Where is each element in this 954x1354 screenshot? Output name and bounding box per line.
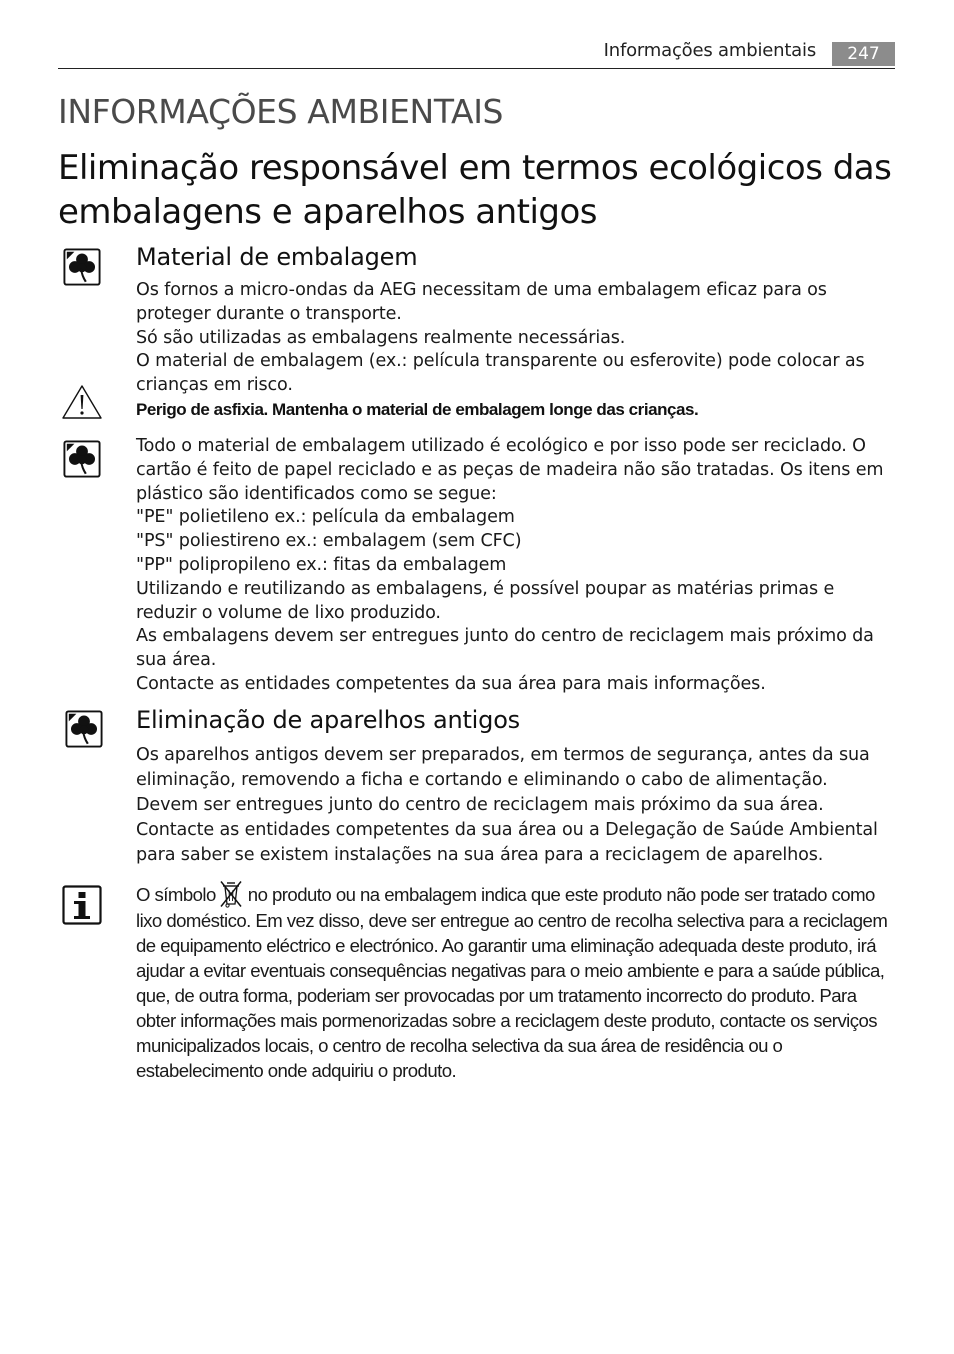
recycling-line: "PP" polipropileno ex.: fitas da embalagem [136,554,507,575]
packaging-text [136,279,896,398]
clover-icon [63,440,101,478]
recycling-line: Utilizando e reutilizando as embalagens, é possível poupar as matérias primas e reduzir o volume de lixo produzido. [136,578,835,623]
clover-icon [63,248,101,286]
packaging-heading: Material de embalagem [136,243,418,271]
crossed-bin-icon [218,880,244,908]
info-text-before: O símbolo [136,884,216,905]
info-text [136,880,896,1083]
running-header-title: Informações ambientais [603,40,816,61]
recycling-line: Todo o material de embalagem utilizado é ecológico e por isso pode ser reciclado. O cartão é feito de papel reciclado e as peças de madeira não são tratadas. Os itens em plástico são identificados como se segue: [136,436,884,504]
appliances-text [136,743,896,868]
appliances-line: Os aparelhos antigos devem ser preparados, em termos de segurança, antes da sua eliminação, removendo a ficha e cortando e eliminando o cabo de alimentação. [136,745,870,790]
recycling-line: As embalagens devem ser entregues junto do centro de reciclagem mais próximo da sua área. [136,626,874,671]
page-number: 247 [832,42,895,66]
warning-triangle-icon [61,384,103,420]
main-heading: Eliminação responsável em termos ecológicos das embalagens e aparelhos antigos [58,148,892,232]
recycling-text [136,435,896,697]
packaging-line: O material de embalagem (ex.: película transparente ou esferovite) pode colocar as crianças em risco. [136,351,865,396]
header-divider [58,68,895,69]
recycling-line: Contacte as entidades competentes da sua área para mais informações. [136,673,766,694]
packaging-line: Os fornos a micro-ondas da AEG necessitam de uma embalagem eficaz para os proteger durante o transporte. [136,280,827,324]
warning-text: Perigo de asfixia. Mantenha o material de embalagem longe das crianças. [136,400,699,419]
section-title: INFORMAÇÕES AMBIENTAIS [58,92,504,131]
info-icon [62,885,102,925]
clover-icon [65,710,103,748]
info-paragraph [136,880,896,1083]
packaging-line: Só são utilizadas as embalagens realmente necessárias. [136,327,626,348]
appliances-heading: Eliminação de aparelhos antigos [136,706,520,734]
info-text-after: no produto ou na embalagem indica que este produto não pode ser tratado como lixo doméstico. Em vez disso, deve ser entregue ao centro de recolha selectiva para a reciclagem de equipamento eléctrico e electrónico. Ao garantir uma eliminação adequada deste produto, irá ajudar a evitar eventuais consequências negativas para o meio ambiente e para a saúde pública, que, de outra forma, poderiam ser provocadas por um tratamento incorrecto do produto. Para obter informações mais pormenorizadas sobre a reciclagem deste produto, contacte os serviços municipalizados locais, o centro de recolha selectiva da sua área de residência ou o estabelecimento onde adquiriu o produto. [136,884,888,1081]
recycling-line: "PE" polietileno ex.: película da embalagem [136,507,515,528]
recycling-line: "PS" poliestireno ex.: embalagem (sem CFC) [136,531,522,552]
appliances-line: Devem ser entregues junto do centro de reciclagem mais próximo da sua área. Contacte as entidades competentes da sua área ou a Delegação de Saúde Ambiental para saber se existem instalações na sua área para a reciclagem de aparelhos. [136,795,878,865]
